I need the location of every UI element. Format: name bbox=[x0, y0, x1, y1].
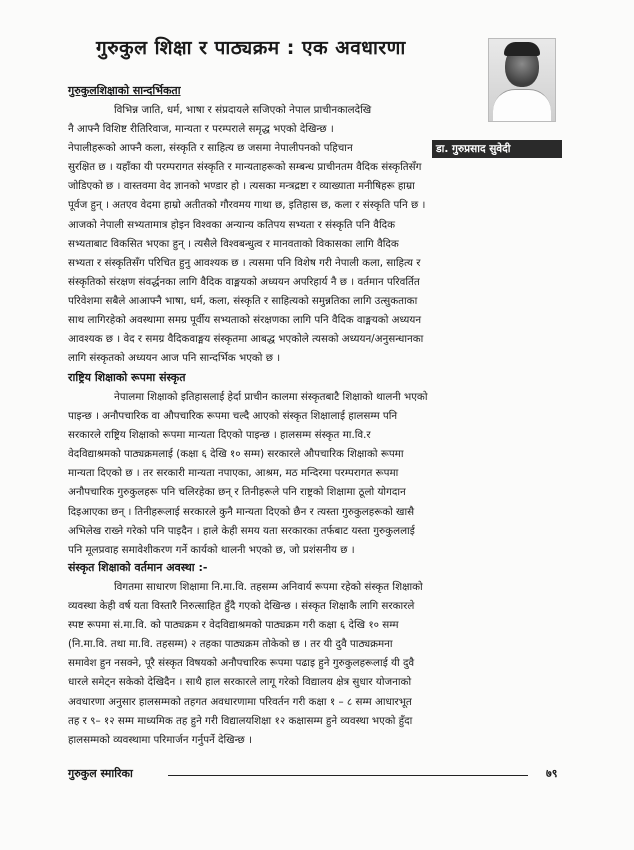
section-heading-current-status: संस्कृत शिक्षाको वर्तमान अवस्था :- bbox=[68, 561, 208, 574]
text-line: सरकारले राष्ट्रिय शिक्षाको रूपमा मान्यता दिएको पाइन्छ । हालसम्म संस्कृत मा.वि.र bbox=[68, 429, 371, 442]
text-line: अभिलेख राख्ने गरेको पनि पाइदैन । हाले केही समय यता सरकारका तर्फबाट यस्ता गुरुकुललाई bbox=[68, 524, 415, 537]
footer-rule bbox=[168, 775, 528, 776]
text-line: दिइआएका छन् । तिनीहरूलाई सरकारले कुनै मान्यता दिएको छैन र त्यस्ता गुरुकुलहरूको खासै bbox=[68, 505, 415, 518]
text-line: धारले समेट्न सकेको देखिदैन । साथै हाल सरकारले लागू गरेको विद्यालय क्षेत्र सुधार योजनाको bbox=[68, 676, 412, 689]
text-line: व्यवस्था केही वर्ष यता विस्तारै निरुत्साहित हुँदै गएको देखिन्छ । संस्कृत शिक्षाकै लागि सरकारले bbox=[68, 600, 415, 613]
text-line: तह र ९– १२ सम्म माध्यमिक तह हुने गरी विद्यालयशिक्षा १२ कक्षासम्म हुने व्यवस्था भएको हुँदा bbox=[68, 714, 413, 727]
page-footer bbox=[68, 766, 568, 786]
text-line: लागि संस्कृतको अध्ययन आज पनि सान्दर्भिक भएको छ । bbox=[68, 352, 281, 365]
text-line: सुरक्षित छ । यहाँका यी परम्परागत संस्कृति र मान्यताहरूको सम्बन्ध प्राचीनतम वैदिक संस्कृतिसँग bbox=[68, 161, 422, 174]
section-heading-national: राष्ट्रिय शिक्षाको रूपमा संस्कृत bbox=[68, 371, 186, 384]
text-line: सभ्यताबाट विकसित भएका हुन् । त्यसैले विश्वबन्धुत्व र मानवताको विकासका लागि वैदिक bbox=[68, 237, 399, 250]
text-line: साथ लागिरहेको अवस्थामा समग्र पूर्वीय सभ्यताको संरक्षणका लागि पनि वैदिक वाङ्मयको अध्ययन bbox=[68, 314, 422, 327]
text-line: सभ्यता र संस्कृतिसँग परिचित हुनु आवश्यक छ । त्यसमा पनि विशेष गरी नेपाली कला, साहित्य र bbox=[68, 256, 421, 269]
text-line: हालसम्मको व्यवस्थामा परिमार्जन गर्नुपर्ने देखिन्छ । bbox=[68, 733, 252, 746]
section-body-relevance bbox=[68, 101, 548, 368]
text-line: अनौपचारिक गुरुकुलहरू पनि चलिरहेका छन् र तिनीहरूले पनि राष्ट्रको शिक्षामा ठूलो योगदान bbox=[68, 486, 406, 499]
text-line: (नि.मा.वि. तथा मा.वि. तहसम्म) २ तहका पाठ्यक्रम तोकेको छ । तर यी दुवै पाठ्यक्रमना bbox=[68, 638, 393, 651]
author-caption: डा. गुरुप्रसाद सुवेदी bbox=[432, 140, 562, 158]
text-line: मान्यता दिएको छ । तर सरकारी मान्यता नपाएका, आश्रम, मठ मन्दिरमा परम्परागत रूपमा bbox=[68, 467, 399, 480]
text-line: पूर्वज हुन् । अतएव वेदमा हाम्रो अतीतको गौरवमय गाथा छ, इतिहास छ, कला र संस्कृति पनि छ । bbox=[68, 199, 426, 212]
text-line: परिवेशमा सबैले आआफ्नै भाषा, धर्म, कला, संस्कृति र साहित्यको समुन्नतिका लागि उत्सुकताका bbox=[68, 294, 418, 307]
text-line: नै आफ्नै विशिष्ट रीतिरिवाज, मान्यता र परम्पराले समृद्ध भएको देखिन्छ । bbox=[68, 123, 334, 136]
section-heading-relevance: गुरुकुलशिक्षाको सान्दर्भिकता bbox=[68, 84, 181, 97]
page-number: ७९ bbox=[546, 767, 558, 780]
text-line: आवश्यक छ । वेद र समग्र वैदिकवाङ्मय संस्कृतमा आबद्ध भएकोले त्यसको अध्ययन/अनुसन्धानका bbox=[68, 333, 424, 346]
article-title: गुरुकुल शिक्षा र पाठ्यक्रम : एक अवधारणा bbox=[96, 37, 406, 59]
text-line: संस्कृतिको संरक्षण संवर्द्धनका लागि वैदिक वाङ्मयको अध्ययन अपरिहार्य नै छ । वर्तमान परिवर्तित bbox=[68, 275, 420, 288]
text-line: विभिन्न जाति, धर्म, भाषा र संप्रदायले सजिएको नेपाल प्राचीनकालदेखि bbox=[114, 104, 372, 116]
text-line: अवधारणा अनुसार हालसम्मको तहगत अवधारणामा परिवर्तन गरी कक्षा १ – ८ सम्म आधारभूत bbox=[68, 695, 412, 708]
text-line: पनि मूलप्रवाह समावेशीकरण गर्ने कार्यको थालनी भएको छ, जो प्रशंसनीय छ । bbox=[68, 543, 355, 556]
footer-label: गुरुकुल स्मारिका bbox=[68, 767, 133, 780]
text-line: नेपालमा शिक्षाको इतिहासलाई हेर्दा प्राचीन कालमा संस्कृतबाटै शिक्षाको थालनी भएको bbox=[114, 391, 428, 403]
text-line: वेदविद्याश्रमको पाठ्यक्रमलाई (कक्षा ६ देखि १० सम्म) सरकारले औपचारिक शिक्षाको रूपमा bbox=[68, 448, 404, 461]
text-line: पाइन्छ । अनौपचारिक वा औपचारिक रूपमा चल्दै आएको संस्कृत शिक्षालाई हालसम्म पनि bbox=[68, 410, 398, 423]
text-line: समावेश हुन नसक्ने, पूरै संस्कृत विषयको अनौपचारिक रूपमा पढाइ हुने गुरुकुलहरूलाई यी दुवै bbox=[68, 657, 415, 670]
text-line: विगतमा साधारण शिक्षामा नि.मा.वि. तहसम्म अनिवार्य रूपमा रहेको संस्कृत शिक्षाको bbox=[114, 581, 423, 593]
text-line: जोडिएको छ । वास्तवमा वेद ज्ञानको भण्डार हो । त्यसका मन्त्रद्रष्टा र व्याख्याता मनीषिहरू हाम्रा bbox=[68, 180, 415, 193]
text-line: नेपालीहरूको आफ्नै कला, संस्कृति र साहित्य छ जसमा नेपालीपनको पहिचान bbox=[68, 142, 353, 155]
section-body-national bbox=[68, 388, 548, 560]
text-line: स्पष्ट रूपमा सं.मा.वि. को पाठ्यक्रम र वेदविद्याश्रमको पाठ्यक्रम गरी कक्षा ६ देखि १० सम्म bbox=[68, 619, 399, 632]
section-body-current-status bbox=[68, 578, 548, 750]
text-line: आजको नेपाली सभ्यतामात्र होइन विश्वका अन्यान्य कतिपय सभ्यता र संस्कृति पनि वैदिक bbox=[68, 218, 396, 231]
